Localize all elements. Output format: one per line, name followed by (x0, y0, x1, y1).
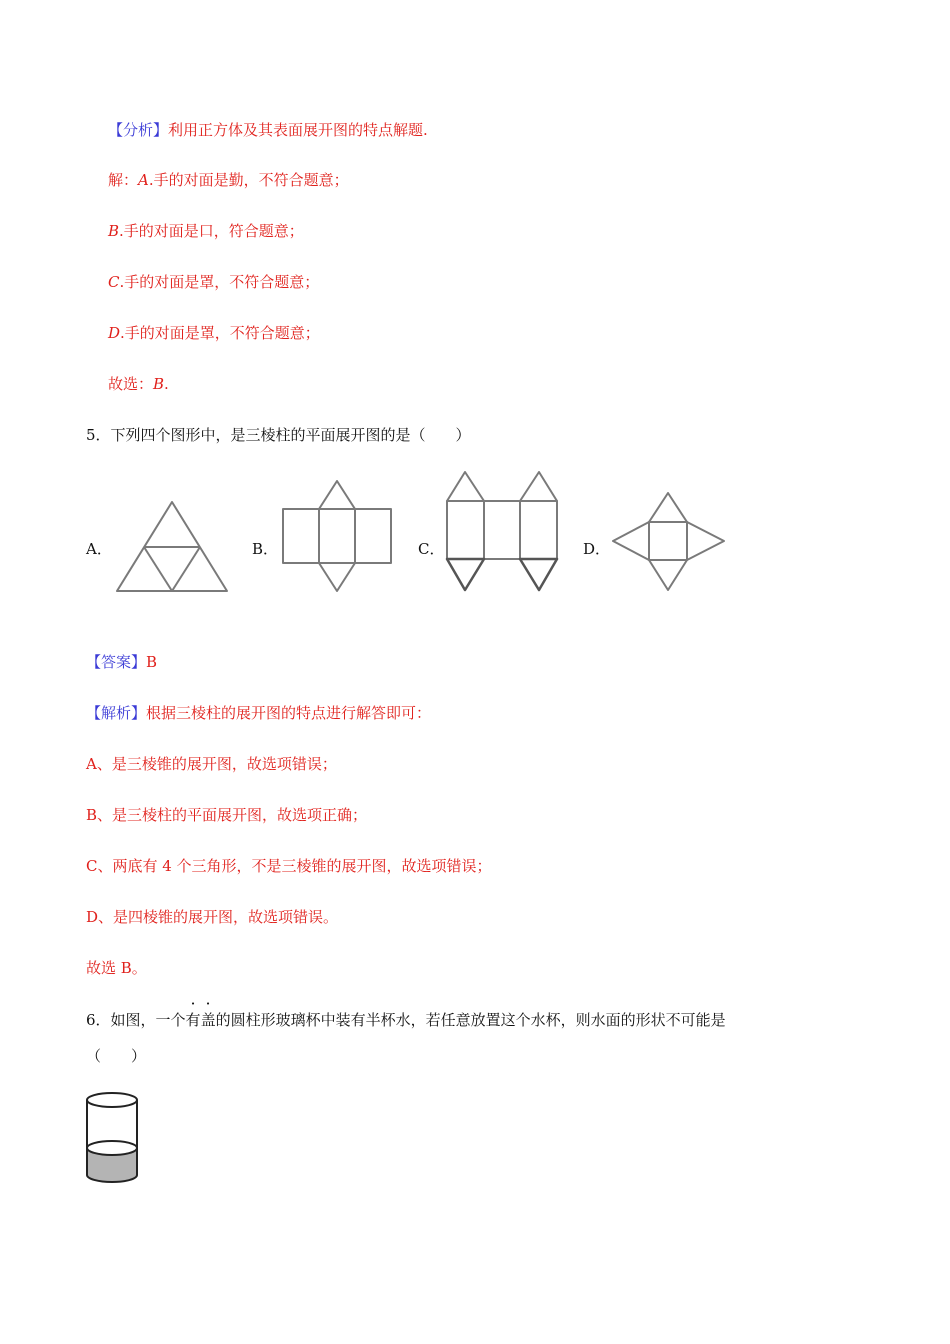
answer-value: B (146, 653, 158, 671)
water-surface-ellipse (87, 1141, 137, 1155)
explain-conclusion: 故选 B。 (86, 959, 147, 977)
explain-item-a: A、是三棱锥的展开图，故选项错误； (86, 755, 337, 773)
option-d-label: D． (583, 540, 611, 558)
glass-cup-figure (84, 1090, 140, 1186)
right-triangle (687, 522, 724, 560)
question-6-paren: （ ） (86, 1047, 147, 1065)
solve-line-a (108, 170, 349, 190)
left-triangle (613, 522, 649, 560)
explain-tag: 【解析】 (86, 704, 147, 722)
option-letter-d: D (108, 324, 121, 342)
explain-item-c: C、两底有 4 个三角形，不是三棱锥的展开图，故选项错误； (86, 857, 492, 875)
bottom-left-triangle (447, 559, 484, 590)
solve-text-a: .手的对面是勤，不符合题意； (148, 171, 349, 189)
analysis-tag: 【分析】 (108, 121, 169, 139)
explain-line (86, 703, 431, 723)
inner-edge (172, 547, 200, 591)
answer-tag: 【答案】 (86, 653, 147, 671)
solve-text-d: .手的对面是罩，不符合题意； (120, 324, 320, 342)
figure-a-triangle-net (112, 498, 232, 596)
option-b-label: B． (252, 540, 279, 558)
explain-text: 根据三棱柱的展开图的特点进行解答即可： (146, 704, 432, 722)
explain-item-b: B、是三棱柱的平面展开图，故选项正确； (86, 806, 368, 824)
figure-b-prism-net (280, 478, 394, 594)
stem-part-a: 6．如图，一个 (86, 1011, 186, 1029)
stem-part-b: 的圆柱形玻璃杯中装有半杯水，若任意放置这个水杯，则水面的形状不可能是 (215, 1011, 726, 1029)
top-base-triangle (319, 481, 355, 509)
solve-prefix: 解： (108, 171, 139, 189)
cup-lid-ellipse (87, 1093, 137, 1107)
bottom-right-triangle (520, 559, 557, 590)
solve-line-b (108, 221, 304, 241)
choose-prefix: 故选： (108, 375, 154, 393)
figure-c-net (444, 468, 560, 594)
question-6-stem (86, 1010, 726, 1030)
analysis-line (108, 120, 428, 140)
figure-d-pyramid-net (610, 490, 728, 594)
choose-line (108, 374, 169, 394)
solve-text-c: .手的对面是罩，不符合题意； (119, 273, 320, 291)
option-letter-c: C (108, 273, 120, 291)
emphasis-char-2: 盖 (200, 1011, 216, 1029)
explain-item-d: D、是四棱锥的展开图，故选项错误。 (86, 908, 339, 926)
analysis-text: 利用正方体及其表面展开图的特点解题. (168, 121, 428, 139)
top-left-triangle (447, 472, 484, 501)
option-c-label: C． (418, 540, 445, 558)
choose-letter: B (153, 375, 165, 393)
option-letter-b: B (108, 222, 120, 240)
solve-line-d (108, 323, 320, 343)
lateral-faces (447, 501, 557, 559)
option-letter-a: A (138, 171, 149, 189)
bottom-base-triangle (319, 563, 355, 591)
emphasis-char-1: 有 (185, 1011, 201, 1029)
option-a-label: A． (86, 540, 112, 558)
lateral-faces (283, 509, 391, 563)
solve-line-c (108, 272, 319, 292)
top-triangle (649, 493, 687, 522)
inner-edge (144, 547, 172, 591)
solve-text-b: .手的对面是口，符合题意； (119, 222, 304, 240)
answer-line (86, 652, 157, 672)
bottom-triangle (649, 560, 687, 590)
question-5-stem: 5．下列四个图形中，是三棱柱的平面展开图的是（ ） (86, 426, 471, 444)
square-base (649, 522, 687, 560)
choose-suffix: . (164, 375, 169, 393)
top-right-triangle (520, 472, 557, 501)
